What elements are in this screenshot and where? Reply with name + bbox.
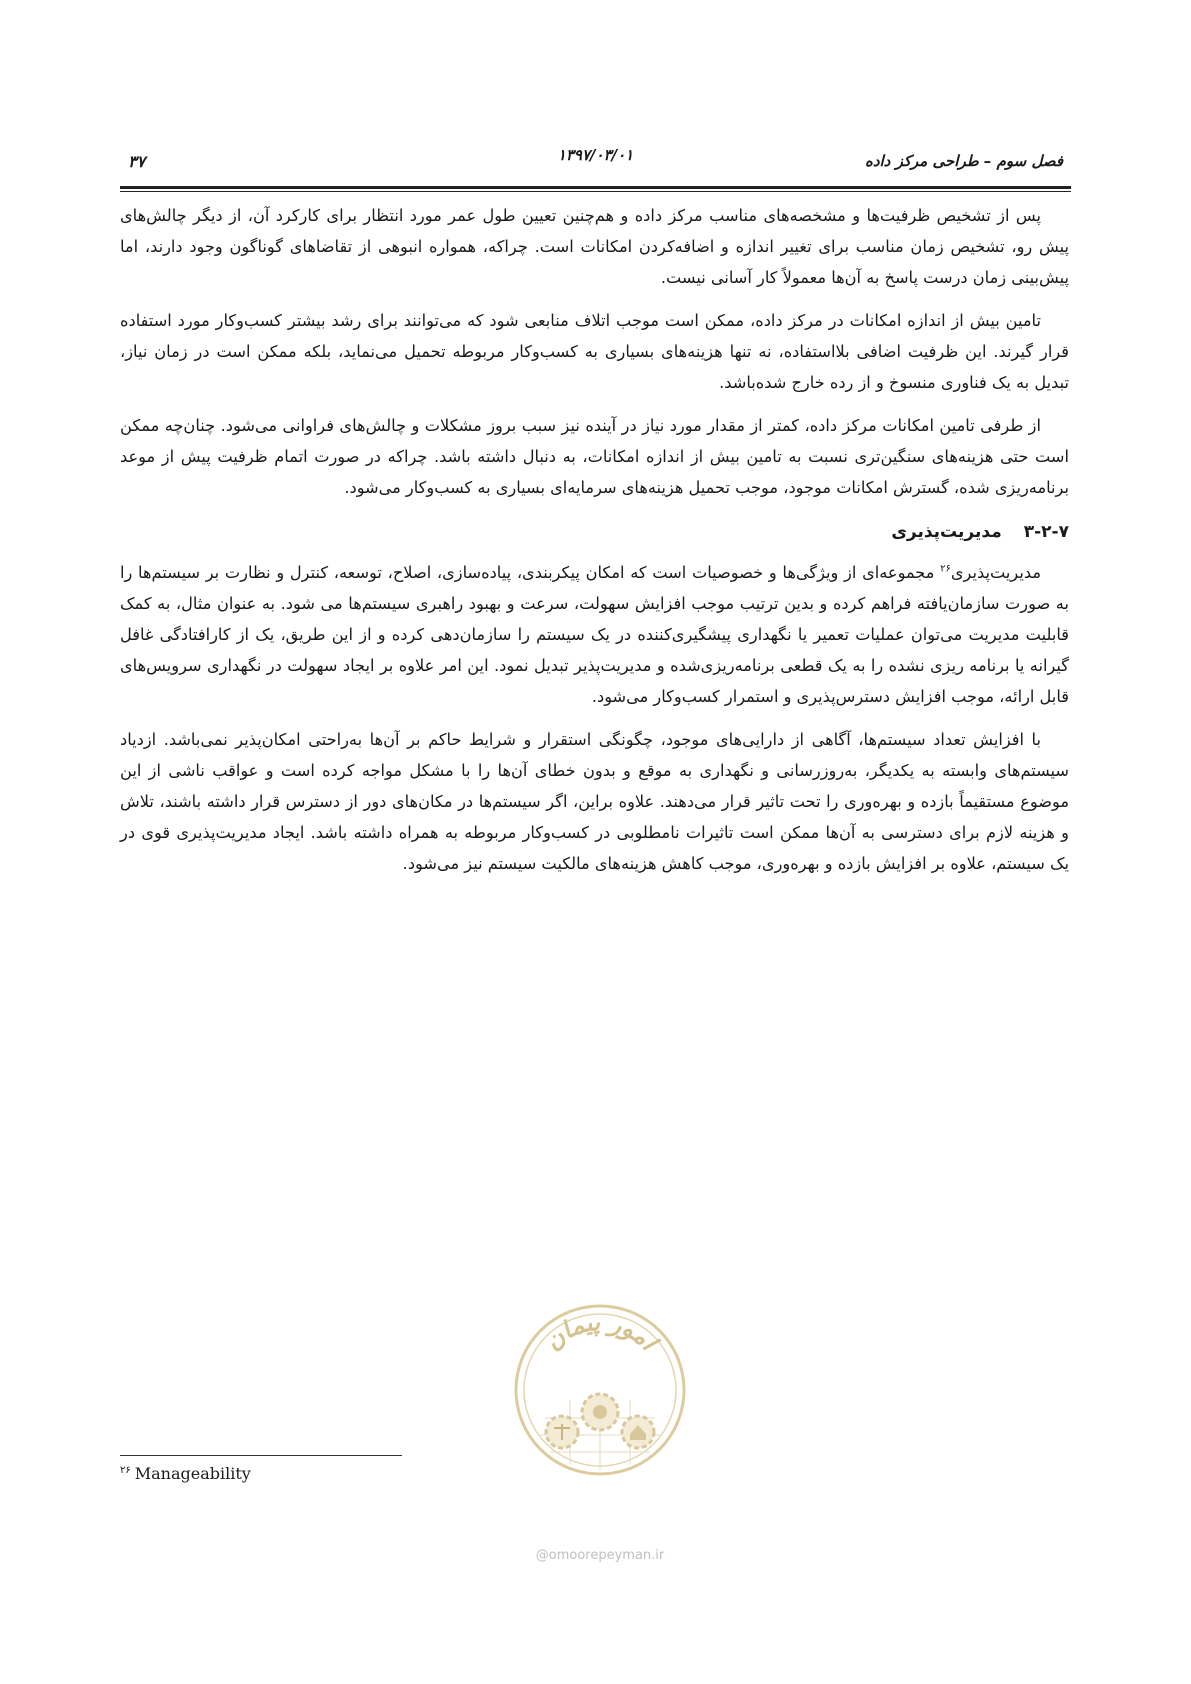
paragraph-4-term: مدیریت‌پذیری [950,563,1041,582]
paragraph-4 [120,557,1069,712]
footnote-number: ۲۶ [120,1464,131,1476]
scales-icon [546,1416,578,1448]
chapter-title: فصل سوم – طراحی مرکز داده [864,152,1063,170]
header-date: ۱۳۹۷/۰۳/۰۱ [557,146,634,164]
section-title: مدیریت‌پذیری [891,522,1002,542]
section-heading [120,517,1069,547]
svg-text:امور پیمان [538,1307,665,1358]
footnote-rule [120,1455,402,1456]
gear-icon [582,1394,618,1430]
page-header [120,146,1071,176]
paragraph-2: تامین بیش از اندازه امکانات در مرکز داده، ممکن است موجب اتلاف منابعی شود که می‌توانند برای رشد بیشتر کسب‌وکار مورد استفاده قرار گیرند. این ظرفیت اضافی بلااستفاده، نه تنها هزینه‌های بسیاری به کسب‌وکار مربوطه تحمیل می‌نماید، بلکه ممکن است در زمان نیاز، تبدیل به یک فناوری منسوخ و از رده خارج شده‌باشد. [120,311,1069,392]
page-number: ۳۷ [128,152,146,171]
header-rule [120,186,1071,192]
paragraph-4-text: مجموعه‌ای از ویژگی‌ها و خصوصیات است که امکان پیکربندی، پیاده‌سازی، اصلاح، توسعه، کنترل و نظارت بر سیستم‌ها را به صورت سازمان‌یافته فراهم کرده و بدین ترتیب موجب افزایش سهولت، سرعت و بهبود راهبری سیستم‌ها می شود. به عنوان مثال، به کمک قابلیت مدیریت می‌توان عملیات تعمیر یا نگهداری پیشگیری‌کننده در یک سیستم را سازمان‌دهی کرده و از این طریق، یک از کارافتادگی غافل گیرانه یا برنامه ریزی نشده را به یک قطعی برنامه‌ریزی‌شده و مدیریت‌پذیر تبدیل نمود. این امر علاوه بر ایجاد سهولت در نگهداری سرویس‌های قابل ارائه، موجب افزایش دسترس‌پذیری و استمرار کسب‌وکار می‌شود. [120,563,1069,706]
section-number: ۳-۲-۷ [1023,522,1069,542]
footnote-text: Manageability [134,1464,251,1483]
paragraph-3: از طرفی تامین امکانات مرکز داده، کمتر از مقدار مورد نیاز در آینده نیز سبب بروز مشکلات و چالش‌های فراوانی می‌شود. چنان‌چه ممکن است حتی هزینه‌های سنگین‌تری نسبت به تامین بیش از اندازه امکانات، به دنبال داشته باشد. چراکه در صورت اتمام ظرفیت پیش از موعد برنامه‌ریزی شده، گسترش امکانات موجود، موجب تحمیل هزینه‌های سرمایه‌ای بسیاری به کسب‌وکار می‌شود. [120,416,1069,497]
seal-ring-text: امور پیمان [538,1306,663,1356]
footnote [120,1464,251,1483]
publisher-seal-logo [510,1300,690,1480]
watermark-url: @omoorepeyman.ir [535,1548,665,1563]
house-icon [622,1416,654,1448]
document-body [120,200,1069,891]
footnote-reference[interactable]: ۲۶ [940,563,951,575]
paragraph-1: پس از تشخیص ظرفیت‌ها و مشخصه‌های مناسب مرکز داده و هم‌چنین تعیین طول عمر مورد انتظار برای کارکرد آن، از دیگر چالش‌های پیش رو، تشخیص زمان مناسب برای تغییر اندازه و اضافه‌کردن امکانات است. چراکه، همواره انبوهی از تقاضاهای گوناگون وجود دارند، اما پیش‌بینی زمان درست پاسخ به آن‌ها معمولاً کار آسانی نیست. [120,206,1069,287]
paragraph-5: با افزایش تعداد سیستم‌ها، آگاهی از دارایی‌های موجود، چگونگی استقرار و شرایط حاکم بر آن‌ها به‌راحتی امکان‌پذیر نمی‌باشد. ازدیاد سیستم‌های وابسته به یکدیگر، به‌روزرسانی و نگهداری به موقع و بدون خطای آن‌ها را با مشکل مواجه کرده است و عواقب ناشی از این موضوع مستقیماً بازده و بهره‌وری را تحت تاثیر قرار می‌دهند. علاوه براین، اگر سیستم‌ها در مکان‌های دور از دسترس قرار داشته باشند، تلاش و هزینه لازم برای دسترسی به آن‌ها ممکن است تاثیرات نامطلوبی در کسب‌وکار مربوطه به همراه داشته باشد. ایجاد مدیریت‌پذیری قوی در یک سیستم، علاوه بر افزایش بازده و بهره‌وری، موجب کاهش هزینه‌های مالکیت سیستم نیز می‌شود. [120,730,1069,873]
